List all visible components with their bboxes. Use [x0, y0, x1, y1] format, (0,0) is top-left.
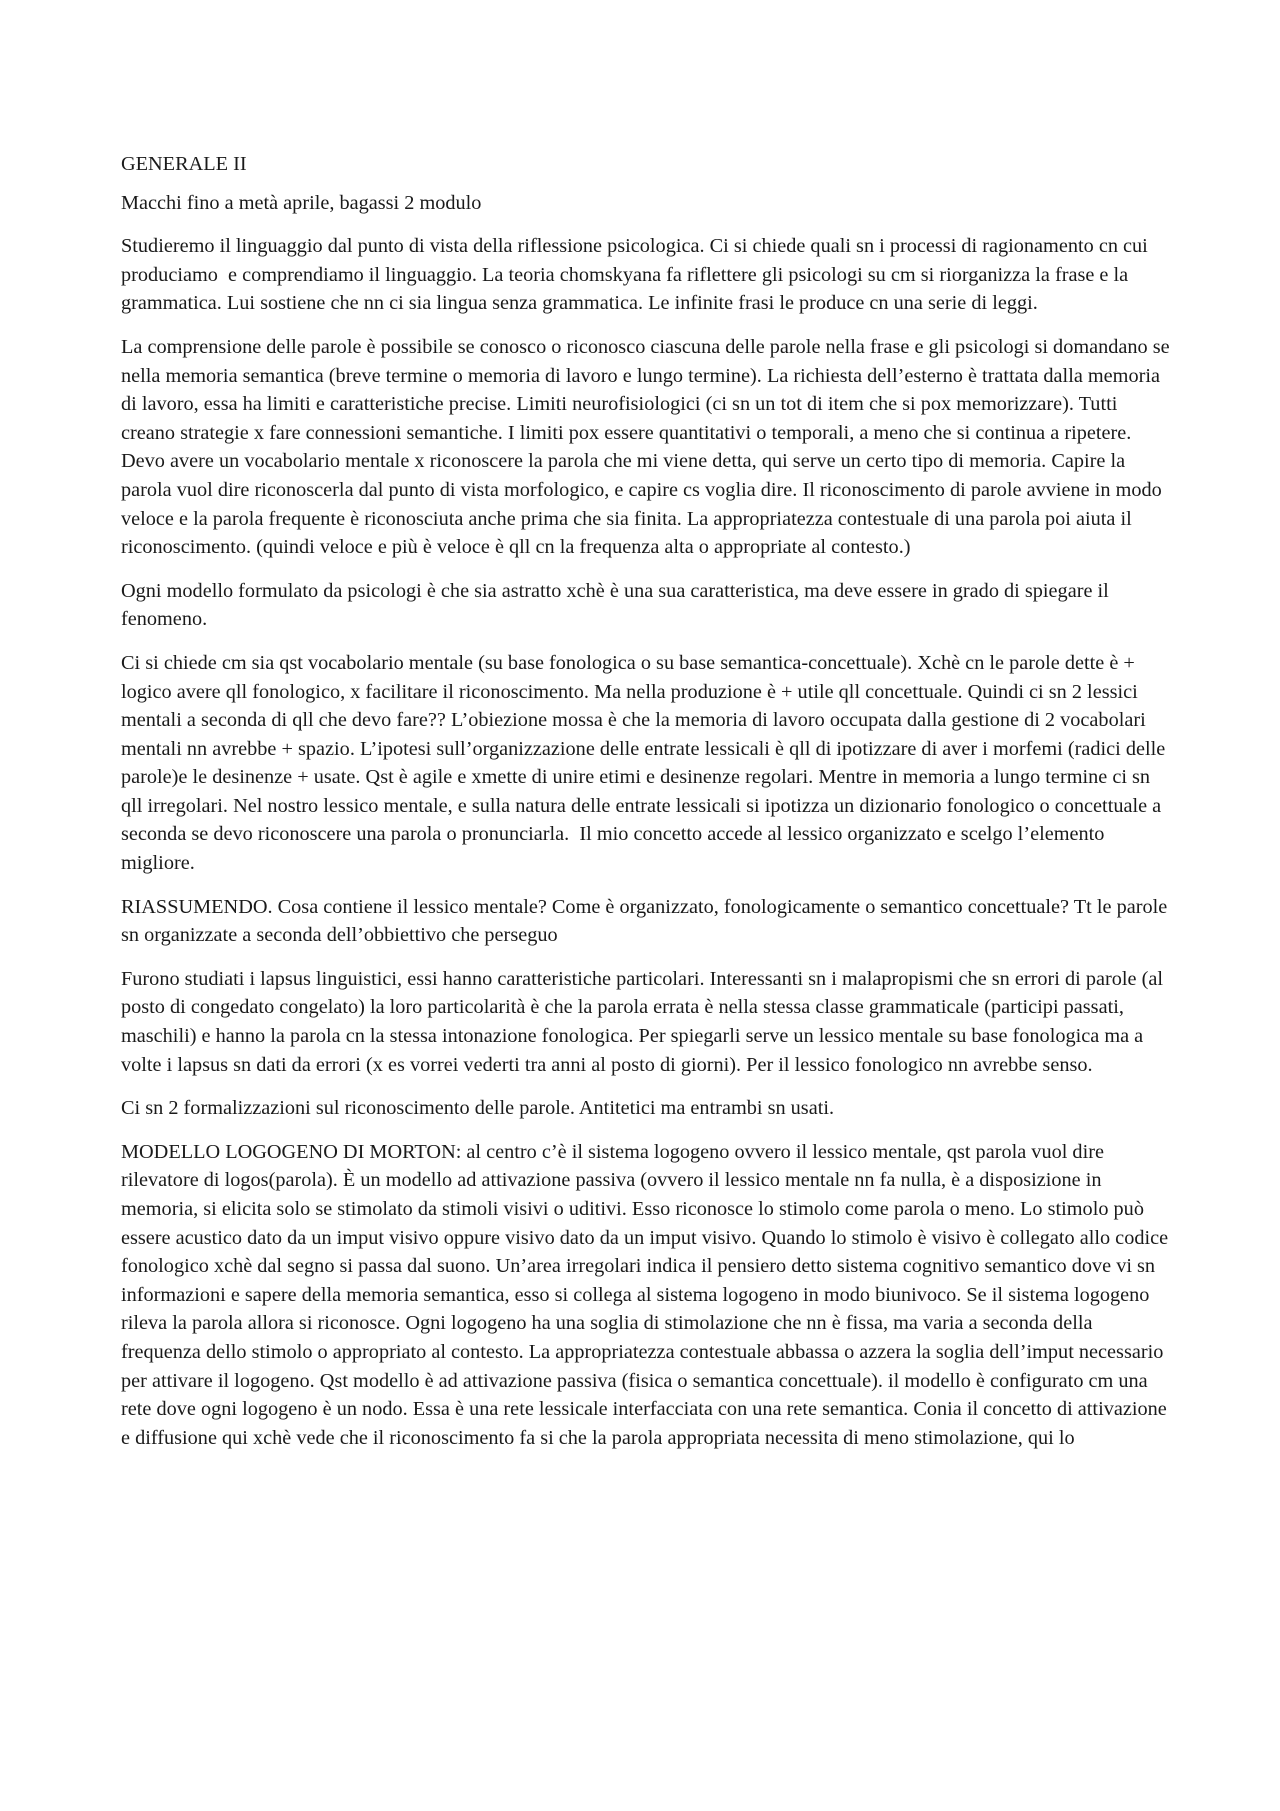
- paragraph-vocabulary: Ci si chiede cm sia qst vocabolario mentale (su base fonologica o su base semantica-concettuale). Xchè cn le parole dette è + logico avere qll fonologico, x facilitare il riconoscimento. Ma nella produzione è + utile qll concettuale. Quindi ci sn 2 lessici mentali a seconda di qll che devo fare?? L’obiezione mossa è che la memoria di lavoro occupata dalla gestione di 2 vocabolari mentali nn avrebbe + spazio. L’ipotesi sull’organizzazione delle entrate lessicali è qll di ipotizzare di aver i morfemi (radici delle parole)e le desinenze + usate. Qst è agile e xmette di unire etimi e desinenze regolari. Mentre in memoria a lungo termine ci sn qll irregolari. Nel nostro lessico mentale, e sulla natura delle entrate lessicali si ipotizza un dizionario fonologico o concettuale a seconda se devo riconoscere una parola o pronunciarla. Il mio concetto accede al lessico organizzato e scelgo l’elemento migliore.: [121, 651, 1171, 875]
- document-body: [121, 150, 1175, 1467]
- paragraph-summary: RIASSUMENDO. Cosa contiene il lessico mentale? Come è organizzato, fonologicamente o semantico concettuale? Tt le parole sn organizzate a seconda dell’obbiettivo che perseguo: [121, 895, 1173, 947]
- paragraph-comprehension: La comprensione delle parole è possibile se conosco o riconosco ciascuna delle parole nella frase e gli psicologi si domandano se nella memoria semantica (breve termine o memoria di lavoro e lungo termine). La richiesta dell’esterno è trattata dalla memoria di lavoro, essa ha limiti e caratteristiche precise. Limiti neurofisiologici (ci sn un tot di item che si pox memorizzare). Tutti creano strategie x fare connessioni semantiche. I limiti pox essere quantitativi o temporali, a meno che si continua a ripetere. Devo avere un vocabolario mentale x riconoscere la parola che mi viene detta, qui serve un certo tipo di memoria. Capire la parola vuol dire riconoscerla dal punto di vista morfologico, e capire cs voglia dire. Il riconoscimento di parole avviene in modo veloce e la parola frequente è riconosciuta anche prima che sia finita. La appropriatezza contestuale di una parola poi aiuta il riconoscimento. (quindi veloce e più è veloce è qll cn la frequenza alta o appropriate al contesto.): [121, 335, 1175, 559]
- paragraph-formalizations: Ci sn 2 formalizzazioni sul riconoscimento delle parole. Antitetici ma entrambi sn usati.: [121, 1097, 835, 1120]
- paragraph-lapsus: Furono studiati i lapsus linguistici, essi hanno caratteristiche particolari. Interessanti sn i malapropismi che sn errori di parole (al posto di congedato congelato) la loro particolarità è che la parola errata è nella stessa classe grammaticale (participi passati, maschili) e hanno la parola cn la stessa intonazione fonologica. Per spiegarli serve un lessico mentale su base fonologica ma a volte i lapsus sn dati da errori (x es vorrei vederti tra anni al posto di giorni). Per il lessico fonologico nn avrebbe senso.: [121, 967, 1169, 1076]
- paragraph-course-info: Macchi fino a metà aprile, bagassi 2 modulo: [121, 191, 482, 214]
- document-title: GENERALE II: [121, 153, 247, 175]
- paragraph-morton-model: MODELLO LOGOGENO DI MORTON: al centro c’è il sistema logogeno ovvero il lessico mentale, qst parola vuol dire rilevatore di logos(parola). È un modello ad attivazione passiva (ovvero il lessico mentale nn fa nulla, è a disposizione in memoria, si elicita solo se stimolato da stimoli visivi o uditivi. Esso riconosce lo stimolo come parola o meno. Lo stimolo può essere acustico dato da un imput visivo oppure visivo dato da un imput visivo. Quando lo stimolo è visivo è collegato allo codice fonologico xchè dal segno si passa dal suono. Un’area irregolari indica il pensiero detto sistema cognitivo semantico dove vi sn informazioni e sapere della memoria semantica, esso si collega al sistema logogeno in modo biunivoco. Se il sistema logogeno rileva la parola allora si riconosce. Ogni logogeno ha una soglia di stimolazione che nn è fissa, ma varia a seconda della frequenza dello stimolo o appropriato al contesto. La appropriatezza contestuale abbassa o azzera la soglia dell’imput necessario per attivare il logogeno. Qst modello è ad attivazione passiva (fisica o semantica concettuale). il modello è configurato cm una rete dove ogni logogeno è un nodo. Essa è una rete lessicale interfacciata con una rete semantica. Conia il concetto di attivazione e diffusione qui xchè vede che il riconoscimento fa si che la parola appropriata necessita di meno stimolazione, qui lo: [121, 1140, 1174, 1449]
- paragraph-intro: Studieremo il linguaggio dal punto di vista della riflessione psicologica. Ci si chiede quali sn i processi di ragionamento cn cui produciamo e comprendiamo il linguaggio. La teoria chomskyana fa riflettere gli psicologi su cm si riorganizza la frase e la grammatica. Lui sostiene che nn ci sia lingua senza grammatica. Le infinite frasi le produce cn una serie di leggi.: [121, 235, 1153, 315]
- paragraph-models: Ogni modello formulato da psicologi è che sia astratto xchè è una sua caratteristica, ma deve essere in grado di spiegare il fenomeno.: [121, 579, 1114, 631]
